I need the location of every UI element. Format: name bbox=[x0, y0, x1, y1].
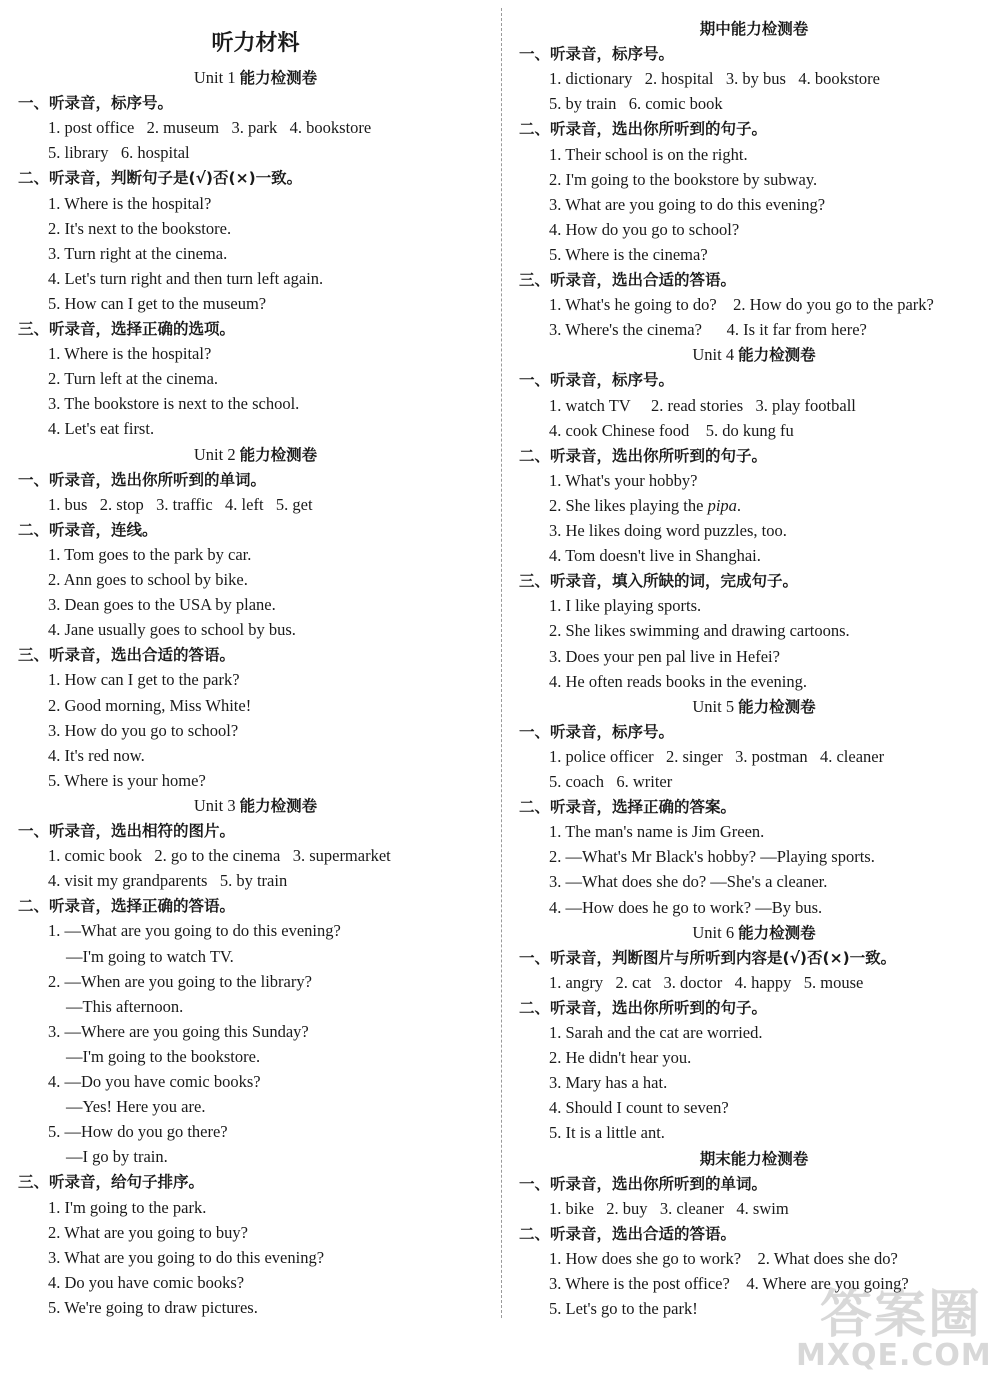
listening-item: 3. —What does she do? —She's a cleaner. bbox=[549, 872, 828, 892]
item-tail: . bbox=[736, 495, 742, 515]
listening-item: 2. I'm going to the bookstore by subway. bbox=[549, 169, 818, 189]
item-text: 2. She likes playing the bbox=[549, 495, 708, 515]
listening-item: 1. How can I get to the park? bbox=[48, 670, 240, 690]
listening-item: 3. Turn right at the cinema. bbox=[48, 243, 228, 263]
unit-number: Unit 2 bbox=[193, 444, 236, 464]
section-heading: 二、听录音，选出你所听到的句子。 bbox=[519, 446, 768, 465]
unit-number: Unit 1 bbox=[193, 68, 236, 87]
listening-item: 1. watch TV 2. read stories 3. play football bbox=[549, 395, 856, 415]
listening-item: 4. —How does he go to work? —By bus. bbox=[549, 897, 823, 917]
section-heading: 二、听录音，选出合适的答语。 bbox=[519, 1224, 737, 1243]
listening-item: 2. Good morning, Miss White! bbox=[48, 695, 252, 715]
section-heading: 二、听录音，选择正确的答案。 bbox=[519, 798, 737, 817]
listening-item: 5. It is a little ant. bbox=[549, 1123, 665, 1143]
unit-title-cn: 能力检测卷 bbox=[738, 923, 816, 942]
section-heading: 三、听录音，选出合适的答语。 bbox=[519, 271, 737, 289]
listening-item: 4. How do you go to school? bbox=[549, 219, 740, 239]
watermark-cn: 答案圈 bbox=[820, 1285, 983, 1345]
listening-item: 5. How can I get to the museum? bbox=[48, 293, 267, 313]
listening-item: 1. comic book 2. go to the cinema 3. supermarket bbox=[48, 846, 391, 866]
listening-item: 5. library 6. hospital bbox=[48, 143, 190, 163]
listening-item: 2. —When are you going to the library? bbox=[48, 971, 312, 991]
listening-item: 1. What's he going to do? 2. How do you go to the park? bbox=[549, 295, 934, 315]
listening-item: 3. The bookstore is next to the school. bbox=[48, 394, 300, 414]
listening-item: —I'm going to watch TV. bbox=[66, 946, 234, 966]
listening-item: 4. Jane usually goes to school by bus. bbox=[48, 620, 296, 640]
listening-item: 3. Where's the cinema? 4. Is it far from here? bbox=[549, 320, 867, 340]
unit-title-cn: 能力检测卷 bbox=[738, 697, 816, 716]
listening-item: 4. visit my grandparents 5. by train bbox=[48, 871, 288, 891]
exam-title: 期中能力检测卷 bbox=[699, 20, 809, 38]
listening-item: 4. —Do you have comic books? bbox=[48, 1072, 261, 1091]
listening-item: 2. She likes swimming and drawing cartoons. bbox=[549, 621, 850, 641]
listening-item: —I go by train. bbox=[66, 1147, 168, 1167]
unit-title-cn: 能力检测卷 bbox=[239, 69, 318, 87]
listening-item: 2. It's next to the bookstore. bbox=[48, 218, 232, 238]
unit-number: Unit 4 bbox=[692, 345, 735, 365]
listening-item: 3. He likes doing word puzzles, too. bbox=[549, 521, 787, 540]
listening-item: 1. I like playing sports. bbox=[549, 596, 702, 616]
listening-item: 3. —Where are you going this Sunday? bbox=[48, 1021, 309, 1041]
listening-item: 1. How does she go to work? 2. What does she do? bbox=[549, 1248, 898, 1268]
listening-item bbox=[549, 496, 741, 516]
listening-item: 3. Mary has a hat. bbox=[549, 1073, 668, 1093]
listening-item: 4. Let's turn right and then turn left again. bbox=[48, 268, 324, 288]
section-heading: 一、听录音，选出你所听到的单词。 bbox=[519, 1174, 768, 1193]
listening-item: 1. Tom goes to the park by car. bbox=[48, 544, 252, 564]
listening-item: 5. We're going to draw pictures. bbox=[48, 1297, 258, 1317]
unit-number: Unit 3 bbox=[193, 795, 236, 815]
listening-item: —Yes! Here you are. bbox=[66, 1097, 206, 1117]
unit-header bbox=[519, 345, 989, 365]
listening-item: 1. bus 2. stop 3. traffic 4. left 5. get bbox=[48, 494, 313, 514]
section-heading: 三、听录音，选出合适的答语。 bbox=[18, 646, 236, 665]
section-heading: 一、听录音，标序号。 bbox=[519, 371, 675, 390]
listening-item: 1. —What are you going to do this evening? bbox=[48, 921, 341, 941]
unit-header bbox=[18, 796, 493, 816]
section-heading: 一、听录音，判断图片与所听到内容是(√)否(×)一致。 bbox=[519, 948, 897, 967]
listening-item: 5. —How do you go there? bbox=[48, 1122, 228, 1142]
section-heading: 一、听录音，标序号。 bbox=[519, 45, 675, 64]
unit-title-cn: 能力检测卷 bbox=[239, 796, 318, 815]
listening-item: 4. It's red now. bbox=[48, 745, 145, 765]
page-title: 听力材料 bbox=[211, 30, 300, 56]
listening-item: 4. Do you have comic books? bbox=[48, 1272, 245, 1292]
listening-item: —I'm going to the bookstore. bbox=[66, 1046, 261, 1066]
listening-item: 2. What are you going to buy? bbox=[48, 1222, 248, 1242]
section-heading: 三、听录音，填入所缺的词，完成句子。 bbox=[519, 572, 799, 591]
listening-item: 1. bike 2. buy 3. cleaner 4. swim bbox=[549, 1198, 789, 1218]
listening-item: 1. Where is the hospital? bbox=[48, 193, 212, 213]
unit-number: Unit 5 bbox=[692, 696, 735, 716]
listening-item: 2. —What's Mr Black's hobby? —Playing sports. bbox=[549, 847, 875, 867]
listening-item: 4. Let's eat first. bbox=[48, 419, 155, 439]
column-divider bbox=[501, 8, 502, 1318]
listening-item: 1. police officer 2. singer 3. postman 4. cleaner bbox=[549, 746, 885, 766]
listening-item: 5. coach 6. writer bbox=[549, 772, 673, 791]
listening-item: 5. by train 6. comic book bbox=[549, 94, 723, 114]
unit-header bbox=[519, 697, 989, 717]
section-heading: 一、听录音，选出你所听到的单词。 bbox=[18, 470, 267, 489]
listening-item: 1. post office 2. museum 3. park 4. bookstore bbox=[48, 118, 372, 138]
section-heading: 一、听录音，标序号。 bbox=[519, 722, 675, 741]
exam-title: 期末能力检测卷 bbox=[699, 1149, 809, 1168]
listening-item: 1. dictionary 2. hospital 3. by bus 4. bookstore bbox=[549, 69, 880, 89]
section-heading: 三、听录音，选择正确的选项。 bbox=[18, 320, 236, 338]
listening-item: 1. angry 2. cat 3. doctor 4. happy 5. mouse bbox=[549, 972, 864, 992]
listening-item: 3. Does your pen pal live in Hefei? bbox=[549, 646, 780, 666]
listening-item: 3. What are you going to do this evening? bbox=[549, 194, 826, 214]
listening-item: 5. Where is your home? bbox=[48, 770, 206, 790]
section-heading: 一、听录音，选出相符的图片。 bbox=[18, 822, 236, 840]
listening-item: 4. Tom doesn't live in Shanghai. bbox=[549, 546, 761, 566]
listening-item: 2. Ann goes to school by bike. bbox=[48, 570, 248, 589]
listening-item: 4. cook Chinese food 5. do kung fu bbox=[549, 420, 794, 440]
section-heading: 二、听录音，选出你所听到的句子。 bbox=[519, 120, 768, 139]
unit-number: Unit 6 bbox=[692, 922, 735, 942]
listening-item: 5. Let's go to the park! bbox=[549, 1299, 698, 1319]
listening-item: 3. How do you go to school? bbox=[48, 720, 239, 740]
listening-item: 3. Where is the post office? 4. Where are you going? bbox=[549, 1274, 909, 1293]
listening-item: 1. Sarah and the cat are worried. bbox=[549, 1023, 763, 1042]
listening-item: —This afternoon. bbox=[66, 996, 184, 1016]
unit-header bbox=[18, 68, 493, 88]
listening-item: 1. I'm going to the park. bbox=[48, 1197, 207, 1217]
listening-item: 1. Where is the hospital? bbox=[48, 344, 212, 364]
listening-item: 1. Their school is on the right. bbox=[549, 144, 748, 164]
listening-item: 1. What's your hobby? bbox=[549, 470, 698, 490]
watermark-en: MXQE.COM bbox=[796, 1338, 992, 1373]
listening-item: 3. What are you going to do this evening? bbox=[48, 1247, 325, 1267]
unit-title-cn: 能力检测卷 bbox=[239, 445, 318, 464]
listening-item: 3. Dean goes to the USA by plane. bbox=[48, 595, 276, 615]
section-heading: 二、听录音，选出你所听到的句子。 bbox=[519, 998, 768, 1017]
unit-header bbox=[18, 445, 493, 465]
listening-item: 4. Should I count to seven? bbox=[549, 1098, 729, 1118]
section-heading: 二、听录音，选择正确的答语。 bbox=[18, 897, 236, 916]
listening-item: 4. He often reads books in the evening. bbox=[549, 671, 807, 691]
section-heading: 二、听录音，判断句子是(√)否(×)一致。 bbox=[18, 169, 303, 188]
section-heading: 三、听录音，给句子排序。 bbox=[18, 1173, 205, 1192]
section-heading: 一、听录音，标序号。 bbox=[18, 94, 174, 113]
listening-item: 1. The man's name is Jim Green. bbox=[549, 822, 765, 842]
unit-header bbox=[519, 923, 989, 943]
listening-item: 2. He didn't hear you. bbox=[549, 1048, 692, 1068]
unit-title-cn: 能力检测卷 bbox=[738, 346, 816, 365]
item-italic-word: pipa bbox=[707, 495, 737, 515]
listening-item: 2. Turn left at the cinema. bbox=[48, 369, 219, 389]
listening-item: 5. Where is the cinema? bbox=[549, 244, 708, 264]
section-heading: 二、听录音，连线。 bbox=[18, 520, 158, 539]
